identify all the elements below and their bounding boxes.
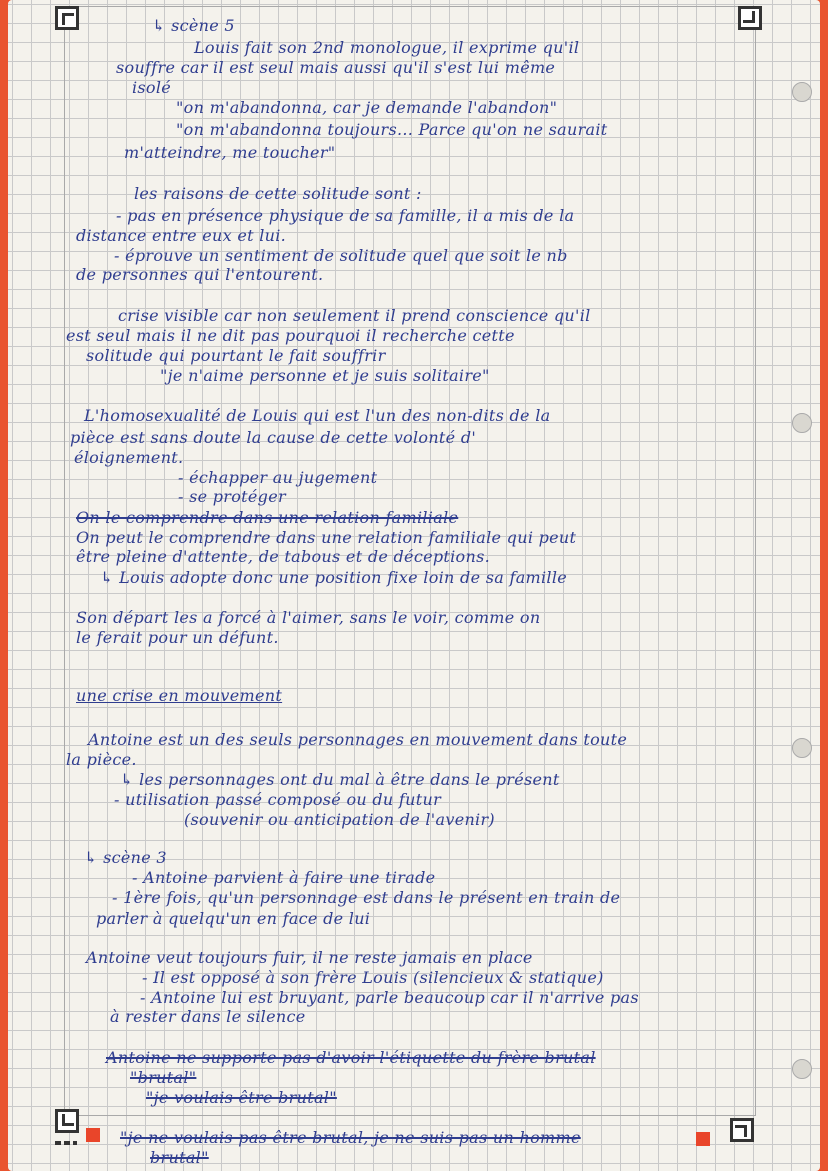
- text-line: "on m'abandonna toujours... Parce qu'on ne saurait: [176, 120, 608, 139]
- text-line: - Antoine parvient à faire une tirade: [132, 868, 436, 887]
- text-line: ↳ Louis adopte donc une position fixe loin de sa famille: [100, 568, 568, 587]
- text-line: - éprouve un sentiment de solitude quel que soit le nb: [114, 246, 568, 265]
- text-line: distance entre eux et lui.: [76, 226, 287, 245]
- text-line: est seul mais il ne dit pas pourquoi il recherche cette: [66, 326, 515, 345]
- text-line: isolé: [132, 78, 172, 97]
- struck-text-line: On le comprendre dans une relation familiale: [76, 508, 459, 527]
- red-square-marker: [86, 1128, 100, 1142]
- struck-text-line: brutal": [150, 1148, 209, 1167]
- text-line: à rester dans le silence: [110, 1007, 306, 1026]
- text-line: Son départ les a forcé à l'aimer, sans le voir, comme on: [76, 608, 541, 627]
- text-line: - pas en présence physique de sa famille, il a mis de la: [116, 206, 575, 225]
- corner-mark-icon: [730, 1118, 754, 1142]
- text-line: "on m'abandonna, car je demande l'abandon": [176, 98, 558, 117]
- corner-mark-icon: [738, 6, 762, 30]
- binder-hole-icon: [792, 738, 812, 758]
- text-line: solitude qui pourtant le fait souffrir: [86, 346, 386, 365]
- barcode-marker: [55, 1141, 77, 1145]
- text-line: pièce est sans doute la cause de cette volonté d': [70, 428, 477, 447]
- text-line: - se protéger: [178, 487, 286, 506]
- binder-hole-icon: [792, 82, 812, 102]
- text-line: être pleine d'attente, de tabous et de déceptions.: [76, 547, 490, 566]
- text-line: les raisons de cette solitude sont :: [134, 184, 422, 203]
- binder-hole-icon: [792, 1059, 812, 1079]
- text-line: ↳ scène 3: [84, 848, 167, 867]
- text-line: - utilisation passé composé ou du futur: [114, 790, 442, 809]
- struck-text-line: "je voulais être brutal": [146, 1088, 337, 1107]
- text-line: On peut le comprendre dans une relation familiale qui peut: [76, 528, 577, 547]
- struck-text-line: "je ne voulais pas être brutal, je ne suis pas un homme: [120, 1128, 581, 1147]
- text-line: crise visible car non seulement il prend conscience qu'il: [118, 306, 591, 325]
- text-line: éloignement.: [74, 448, 184, 467]
- struck-text-line: Antoine ne supporte pas d'avoir l'étiquette du frère brutal: [106, 1048, 596, 1067]
- text-line: - échapper au jugement: [178, 468, 378, 487]
- binder-hole-icon: [792, 413, 812, 433]
- text-line: de personnes qui l'entourent.: [76, 265, 324, 284]
- struck-text-line: "brutal": [130, 1068, 197, 1087]
- text-line: L'homosexualité de Louis qui est l'un des non-dits de la: [84, 406, 551, 425]
- text-line: (souvenir ou anticipation de l'avenir): [184, 810, 495, 829]
- text-line: le ferait pour un défunt.: [76, 628, 279, 647]
- text-line: ↳ les personnages ont du mal à être dans le présent: [120, 770, 560, 789]
- text-line: la pièce.: [66, 750, 137, 769]
- text-line: m'atteindre, me toucher": [124, 143, 336, 162]
- red-square-marker: [696, 1132, 710, 1146]
- text-line: Antoine est un des seuls personnages en mouvement dans toute: [88, 730, 628, 749]
- corner-mark-icon: [55, 1109, 79, 1133]
- text-line: parler à quelqu'un en face de lui: [96, 909, 371, 928]
- text-line: "je n'aime personne et je suis solitaire": [160, 366, 490, 385]
- text-line: - 1ère fois, qu'un personnage est dans le présent en train de: [112, 888, 621, 907]
- text-line: Louis fait son 2nd monologue, il exprime qu'il: [194, 38, 580, 57]
- corner-mark-icon: [55, 6, 79, 30]
- section-heading: une crise en mouvement: [76, 686, 283, 705]
- text-line: - Antoine lui est bruyant, parle beaucoup car il n'arrive pas: [140, 988, 639, 1007]
- text-line: - Il est opposé à son frère Louis (silencieux & statique): [142, 968, 604, 987]
- text-line: ↳ scène 5: [152, 16, 235, 35]
- text-line: Antoine veut toujours fuir, il ne reste jamais en place: [86, 948, 533, 967]
- text-line: souffre car il est seul mais aussi qu'il s'est lui même: [116, 58, 556, 77]
